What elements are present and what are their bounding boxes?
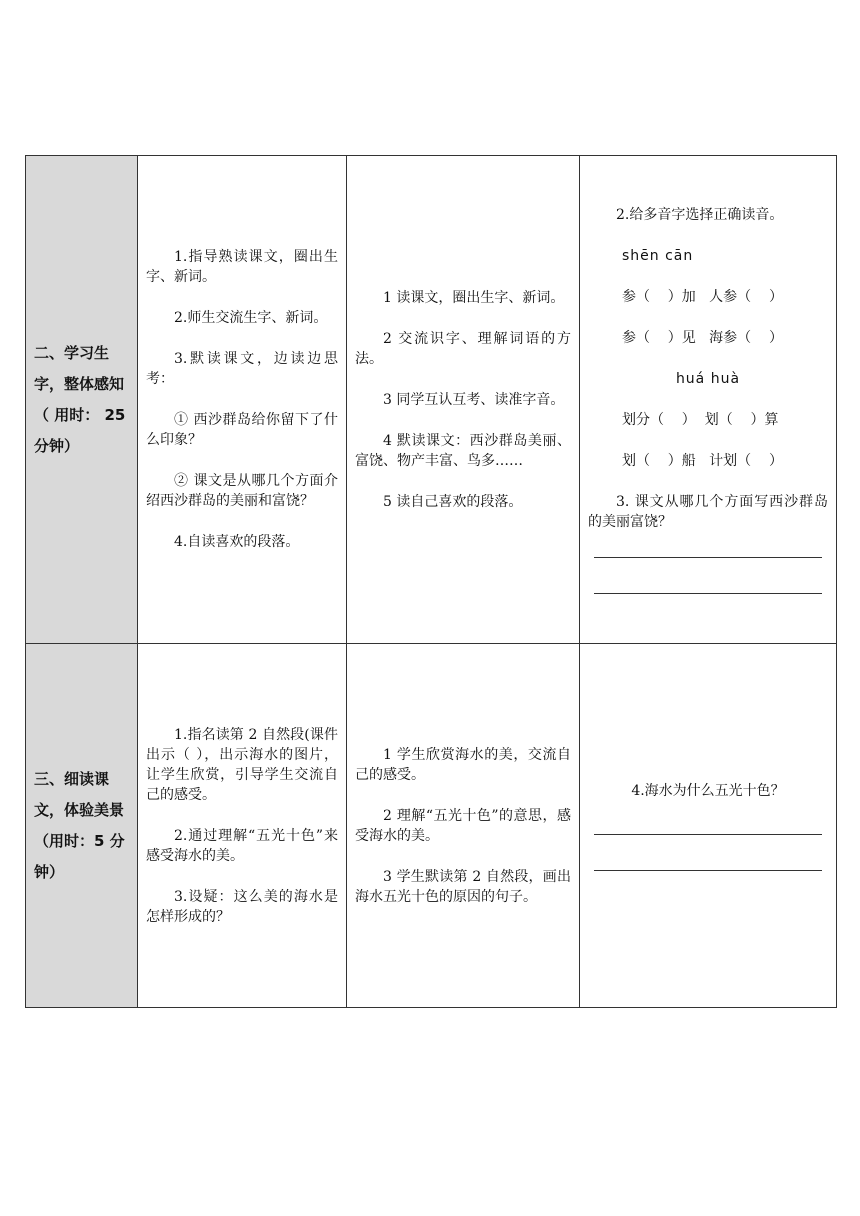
answer-line[interactable]: [594, 833, 822, 835]
lesson-plan-table: [25, 155, 837, 1008]
student-step: 3 学生默读第 2 自然段，画出海水五光十色的原因的句子。: [355, 868, 571, 905]
student-step: 1 学生欣赏海水的美，交流自己的感受。: [355, 746, 571, 783]
teacher-step: 1.指导熟读课文，圈出生字、新词。: [146, 249, 338, 285]
pinyin-label: huá huà: [675, 371, 741, 387]
exercise-line: 划分（ ） 划（ ）算: [622, 412, 779, 428]
section-label: 二、学习生字，整体感知（ 用时： 25 分钟）: [26, 156, 138, 644]
student-step: 2 交流识字、理解词语的方法。: [355, 330, 571, 367]
student-activity-cell: [347, 156, 580, 644]
answer-line[interactable]: [594, 869, 822, 871]
pinyin-label: shēn cān: [622, 248, 694, 264]
section-label: 三、细读课文，体验美景（用时：5 分钟）: [26, 644, 138, 1008]
teacher-activity-cell: [138, 156, 347, 644]
exercise-cell: [580, 156, 837, 644]
answer-line[interactable]: [594, 556, 822, 558]
exercise-question: 3. 课文从哪几个方面写西沙群岛的美丽富饶？: [588, 494, 828, 530]
exercise-question: 4.海水为什么五光十色？: [631, 782, 785, 799]
teacher-step: 3.默读课文，边读边思考：: [146, 351, 338, 387]
teacher-step: ① 西沙群岛给你留下了什么印象？: [146, 412, 338, 448]
student-step: 1 读课文，圈出生字、新词。: [383, 289, 565, 306]
exercise-cell: [580, 644, 837, 1008]
student-step: 4 默读课文：西沙群岛美丽、富饶、物产丰富、鸟多……: [355, 432, 571, 469]
teacher-step: 2.师生交流生字、新词。: [174, 310, 328, 326]
answer-line[interactable]: [594, 592, 822, 594]
teacher-step: 1.指名读第 2 自然段(课件出示（ ），出示海水的图片，让学生欣赏，引导学生交流自己的感受。: [146, 726, 338, 803]
teacher-step: 4.自读喜欢的段落。: [174, 534, 300, 550]
table-row: [26, 644, 837, 1008]
teacher-step: 2.通过理解“五光十色”来感受海水的美。: [146, 827, 338, 864]
exercise-question: 2.给多音字选择正确读音。: [616, 207, 784, 223]
teacher-step: 3.设疑：这么美的海水是怎样形成的？: [146, 888, 338, 925]
teacher-activity-cell: [138, 644, 347, 1008]
student-activity-cell: [347, 644, 580, 1008]
exercise-line: 划（ ）船 计划（ ）: [622, 453, 783, 469]
exercise-line: 参（ ）加 人参（ ）: [622, 289, 783, 305]
student-step: 2 理解“五光十色”的意思，感受海水的美。: [355, 807, 571, 844]
exercise-line: 参（ ）见 海参（ ）: [622, 330, 783, 346]
student-step: 5 读自己喜欢的段落。: [383, 493, 523, 510]
student-step: 3 同学互认互考、读准字音。: [383, 391, 565, 408]
table-row: [26, 156, 837, 644]
teacher-step: ② 课文是从哪几个方面介绍西沙群岛的美丽和富饶？: [146, 473, 338, 509]
